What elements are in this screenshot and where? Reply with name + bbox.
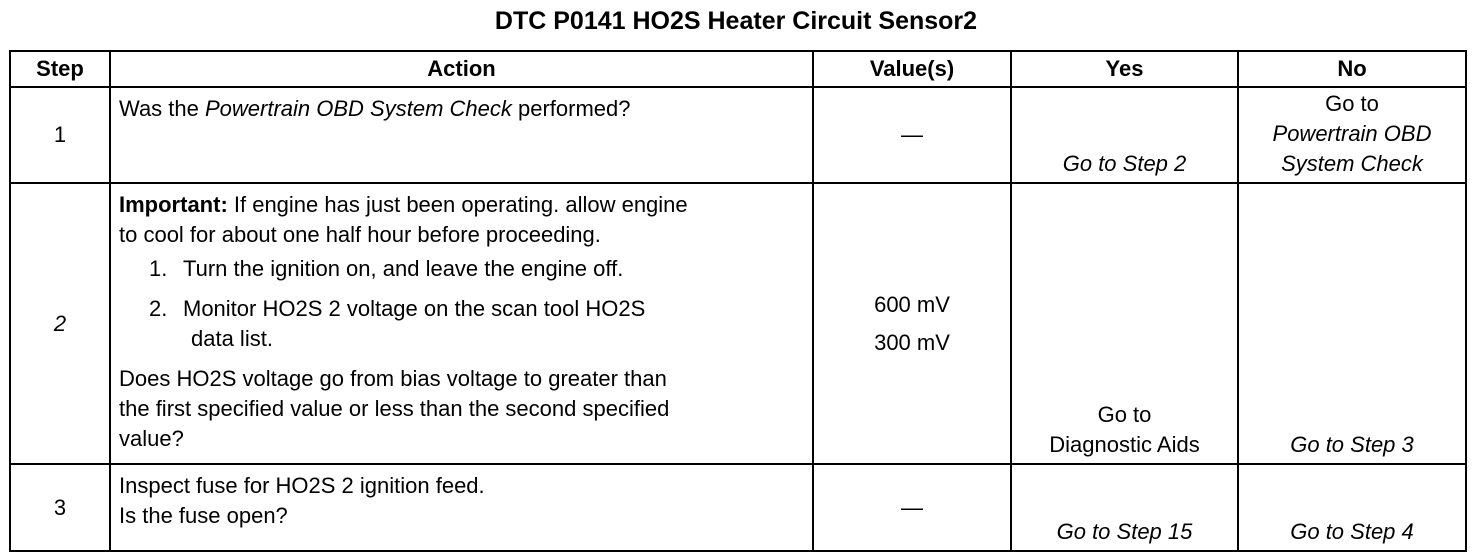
list-item xyxy=(119,254,806,284)
action-cell xyxy=(110,87,813,183)
important-text: to cool for about one half hour before proceeding. xyxy=(119,222,601,247)
header-values: Value(s) xyxy=(813,51,1011,87)
substep-text: Monitor HO2S 2 voltage on the scan tool HO2S xyxy=(183,296,646,321)
value-dash: — xyxy=(901,494,923,520)
question-text: Does HO2S voltage go from bias voltage to greater than xyxy=(119,366,667,391)
header-action: Action xyxy=(110,51,813,87)
action-text: Inspect fuse for HO2S 2 ignition feed. xyxy=(119,473,485,498)
document-title: DTC P0141 HO2S Heater Circuit Sensor2 xyxy=(494,7,978,35)
yes-cell xyxy=(1011,183,1238,464)
step-number: 2 xyxy=(10,183,110,464)
no-cell: Go to Step 3 xyxy=(1238,183,1466,464)
no-text: Go to xyxy=(1325,91,1379,116)
important-text: If engine has just been operating. allow engine xyxy=(227,192,688,217)
yes-text: Go to xyxy=(1097,402,1152,427)
yes-cell: Go to Step 2 xyxy=(1011,87,1238,183)
diagnostic-table xyxy=(9,50,1467,552)
important-label: Important: xyxy=(119,192,228,217)
value-cell xyxy=(813,87,1011,183)
action-reference: Powertrain OBD System Check xyxy=(205,96,512,121)
value-dash: — xyxy=(901,122,923,147)
header-yes: Yes xyxy=(1011,51,1238,87)
action-cell xyxy=(110,464,813,551)
substep-text: Turn the ignition on, and leave the engine off. xyxy=(183,256,624,281)
value-second: 300 mV xyxy=(874,329,950,355)
action-text: performed? xyxy=(511,96,631,121)
substep-number: 2. xyxy=(149,296,168,321)
list-item xyxy=(119,294,806,354)
header-no: No xyxy=(1238,51,1466,87)
table-row xyxy=(10,464,1466,551)
action-cell xyxy=(110,183,813,464)
important-note xyxy=(119,190,806,220)
header-step: Step xyxy=(10,51,110,87)
substep-text: data list. xyxy=(191,326,273,351)
step-number: 3 xyxy=(10,464,110,551)
yes-cell: Go to Step 15 xyxy=(1011,464,1238,551)
value-first: 600 mV xyxy=(874,291,950,317)
step-number: 1 xyxy=(10,87,110,183)
yes-reference: Diagnostic Aids xyxy=(1049,432,1200,457)
action-text: Was the xyxy=(119,96,205,121)
table-row xyxy=(10,183,1466,464)
question-text: the first specified value or less than the second specified xyxy=(119,396,670,421)
no-reference: Powertrain OBD xyxy=(1272,121,1432,146)
no-cell xyxy=(1238,87,1466,183)
question-text: value? xyxy=(119,426,184,451)
substep-number: 1. xyxy=(149,256,168,281)
header-row xyxy=(10,51,1466,87)
table-row xyxy=(10,87,1466,183)
no-reference: System Check xyxy=(1281,151,1423,176)
substep-list xyxy=(119,254,806,354)
question-text: Is the fuse open? xyxy=(119,503,288,528)
value-cell xyxy=(813,464,1011,551)
value-cell xyxy=(813,183,1011,464)
no-cell: Go to Step 4 xyxy=(1238,464,1466,551)
